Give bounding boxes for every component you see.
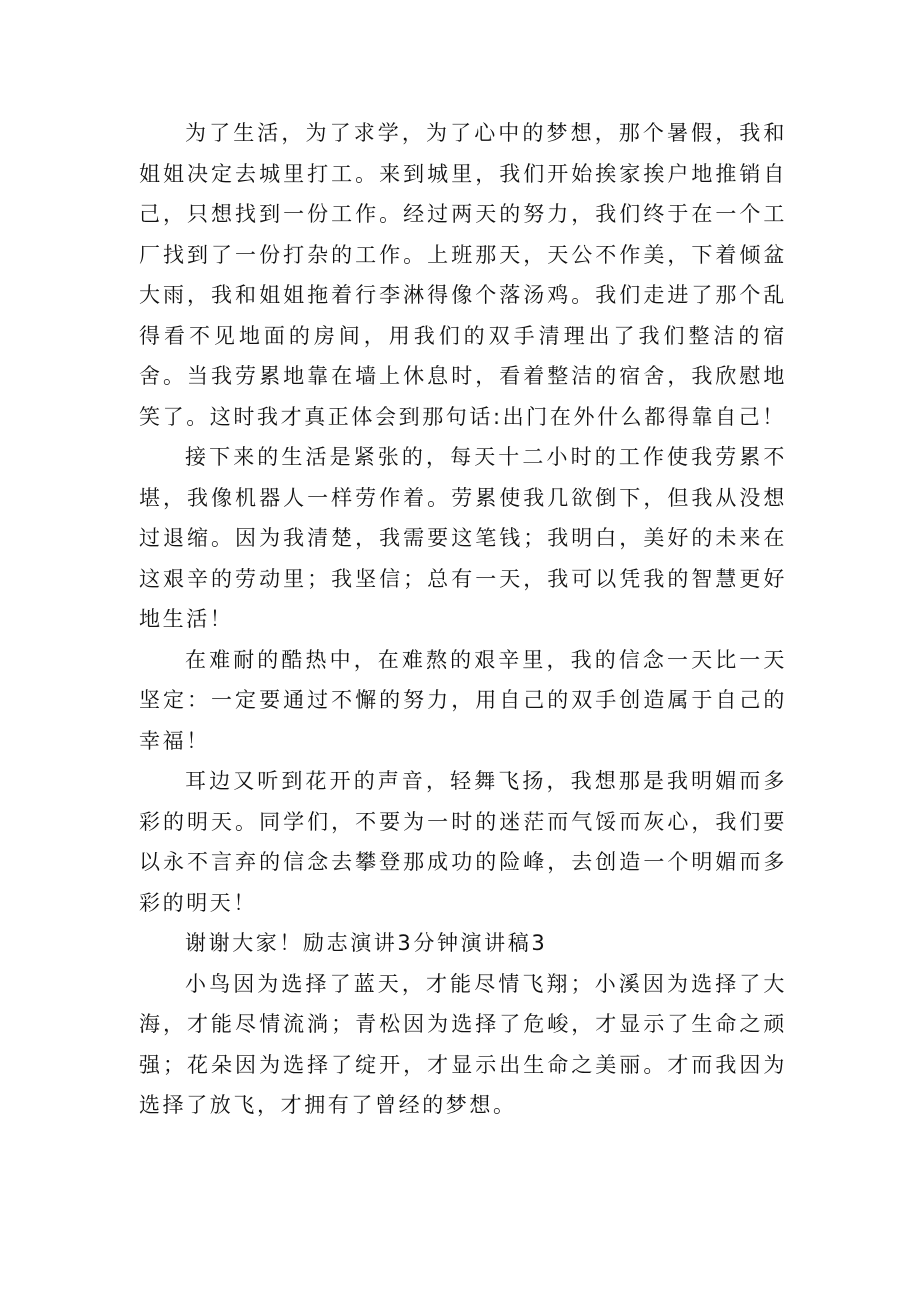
paragraph-4: 耳边又听到花开的声音，轻舞飞扬，我想那是我明媚而多彩的明天。同学们，不要为一时的迷茫而气馁而灰心，我们要以永不言弃的信念去攀登那成功的险峰，去创造一个明媚而多彩的明天！: [139, 769, 787, 915]
paragraph-1: 为了生活，为了求学，为了心中的梦想，那个暑假，我和姐姐决定去城里打工。来到城里，我们开始挨家挨户地推销自己，只想找到一份工作。经过两天的努力，我们终于在一个工厂找到了一份打杂的工作。上班那天，天公不作美，下着倾盆大雨，我和姐姐拖着行李淋得像个落汤鸡。我们走进了那个乱得看不见地面的房间，用我们的双手清理出了我们整洁的宿舍。当我劳累地靠在墙上休息时，看着整洁的宿舍，我欣慰地笑了。这时我才真正体会到那句话:出门在外什么都得靠自己！: [139, 121, 787, 429]
section-heading: 谢谢大家！励志演讲3分钟演讲稿3: [185, 931, 548, 955]
paragraph-2: 接下来的生活是紧张的，每天十二小时的工作使我劳累不堪，我像机器人一样劳作着。劳累使我几欲倒下，但我从没想过退缩。因为我清楚，我需要这笔钱；我明白，美好的未来在这艰辛的劳动里；我坚信；总有一天，我可以凭我的智慧更好地生活！: [139, 445, 787, 631]
paragraph-5: 小鸟因为选择了蓝天，才能尽情飞翔；小溪因为选择了大海，才能尽情流淌；青松因为选择了危峻，才显示了生命之顽强；花朵因为选择了绽开，才显示出生命之美丽。才而我因为选择了放飞，才拥有了曾经的梦想。: [139, 971, 787, 1117]
document-body: [139, 113, 787, 1126]
paragraph-3: 在难耐的酷热中，在难熬的艰辛里，我的信念一天比一天坚定：一定要通过不懈的努力，用自己的双手创造属于自己的幸福！: [139, 647, 787, 753]
